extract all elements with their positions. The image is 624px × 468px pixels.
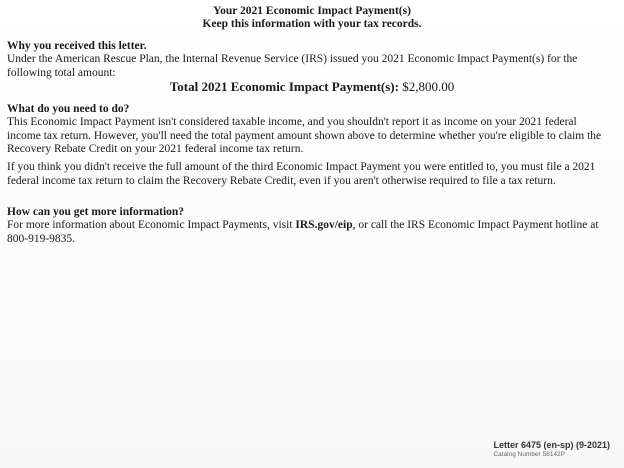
info-text-after: , or call the IRS Economic Impact Payment hotline at 800-919-9835. xyxy=(7,219,599,245)
why-heading: Why you received this letter. xyxy=(7,40,147,52)
letter-header xyxy=(0,5,624,31)
letter-id: Letter 6475 (en-sp) (9-2021) xyxy=(493,440,610,450)
info-heading: How can you get more information? xyxy=(7,206,185,218)
todo-section xyxy=(7,103,613,157)
letter-footer xyxy=(493,440,610,459)
todo-paragraph-1: This Economic Impact Payment isn't considered taxable income, and you shouldn't report it as income on your 2021 federal income tax return. However, you'll need the total payment amount shown above to determine whether you're eligible to claim the Recovery Rebate Credit on your 2021 federal income tax return. xyxy=(7,116,602,155)
why-section xyxy=(7,40,613,80)
todo-section-2 xyxy=(7,161,613,188)
info-section xyxy=(7,206,613,246)
letter-subtitle: Keep this information with your tax records. xyxy=(202,18,422,30)
catalog-number: Catalog Number 58142P xyxy=(493,451,565,458)
todo-paragraph-2: If you think you didn't receive the full amount of the third Economic Impact Payment you were entitled to, you must file a 2021 federal income tax return to claim the Recovery Rebate Credit, even if you aren't otherwise required to file a tax return. xyxy=(7,161,596,187)
letter-title: Your 2021 Economic Impact Payment(s) xyxy=(213,5,411,17)
why-body: Under the American Rescue Plan, the Internal Revenue Service (IRS) issued you 2021 Economic Impact Payment(s) for the following total amount: xyxy=(7,53,578,79)
info-text-before: For more information about Economic Impact Payments, visit xyxy=(7,219,296,231)
total-label: Total 2021 Economic Impact Payment(s): xyxy=(169,79,399,94)
total-amount-line xyxy=(0,79,624,94)
todo-heading: What do you need to do? xyxy=(7,103,130,115)
info-body xyxy=(7,219,613,246)
total-amount: $2,800.00 xyxy=(402,79,455,94)
irs-eip-link[interactable]: IRS.gov/eip xyxy=(295,219,353,231)
